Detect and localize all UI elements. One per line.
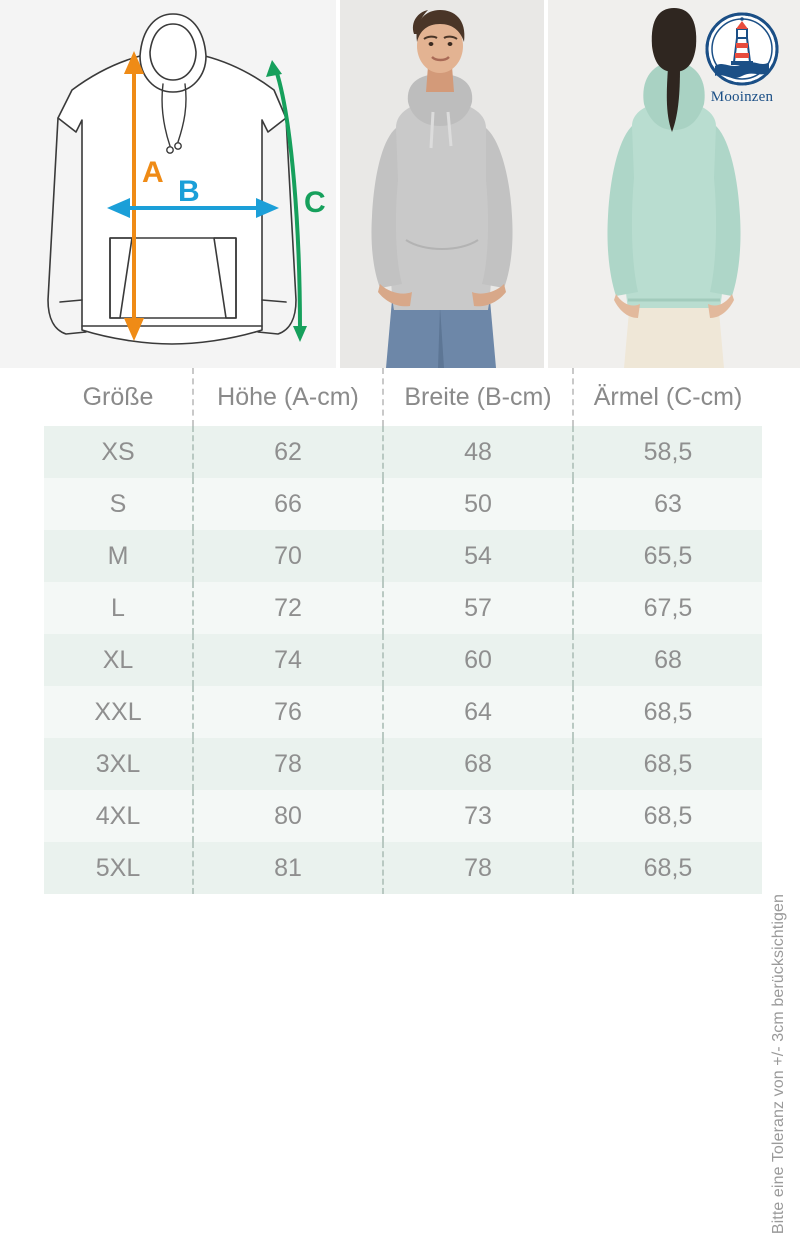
cell-sleeve: 68,5 — [573, 738, 762, 790]
cell-height: 81 — [193, 842, 383, 894]
image-strip — [0, 0, 800, 368]
table-row — [44, 426, 762, 478]
cell-size: 4XL — [44, 790, 193, 842]
cell-size: 3XL — [44, 738, 193, 790]
lighthouse-icon — [703, 10, 781, 88]
tolerance-note-text: Bitte eine Toleranz von +/- 3cm berücksichtigen — [770, 894, 787, 1234]
cell-height: 74 — [193, 634, 383, 686]
cell-size: XS — [44, 426, 193, 478]
cell-height: 76 — [193, 686, 383, 738]
header-height: Höhe (A-cm) — [193, 368, 383, 426]
size-table — [44, 368, 762, 894]
cell-sleeve: 65,5 — [573, 530, 762, 582]
cell-height: 80 — [193, 790, 383, 842]
table-row — [44, 530, 762, 582]
table-row — [44, 790, 762, 842]
cell-width: 64 — [383, 686, 573, 738]
tolerance-note — [756, 368, 798, 1234]
cell-width: 60 — [383, 634, 573, 686]
cell-sleeve: 67,5 — [573, 582, 762, 634]
cell-width: 50 — [383, 478, 573, 530]
header-width: Breite (B-cm) — [383, 368, 573, 426]
cell-width: 54 — [383, 530, 573, 582]
table-header-row — [44, 368, 762, 426]
cell-sleeve: 68 — [573, 634, 762, 686]
size-table-body — [44, 426, 762, 894]
cell-size: S — [44, 478, 193, 530]
size-table-wrapper — [44, 368, 756, 900]
table-row — [44, 634, 762, 686]
table-row — [44, 738, 762, 790]
cell-width: 68 — [383, 738, 573, 790]
cell-size: M — [44, 530, 193, 582]
table-row — [44, 686, 762, 738]
hoodie-front-photo — [340, 0, 544, 368]
cell-height: 62 — [193, 426, 383, 478]
cell-width: 48 — [383, 426, 573, 478]
header-sleeve: Ärmel (C-cm) — [573, 368, 762, 426]
table-row — [44, 842, 762, 894]
cell-size: XXL — [44, 686, 193, 738]
cell-size: 5XL — [44, 842, 193, 894]
table-row — [44, 582, 762, 634]
brand-name: Mooinzen — [710, 89, 774, 105]
svg-text:A: A — [142, 156, 164, 189]
cell-height: 70 — [193, 530, 383, 582]
header-size: Größe — [44, 368, 193, 426]
cell-height: 72 — [193, 582, 383, 634]
size-table-head — [44, 368, 762, 426]
cell-sleeve: 63 — [573, 478, 762, 530]
brand-logo — [690, 10, 794, 114]
cell-sleeve: 68,5 — [573, 842, 762, 894]
cell-size: L — [44, 582, 193, 634]
cell-sleeve: 58,5 — [573, 426, 762, 478]
svg-text:C: C — [304, 186, 326, 219]
cell-size: XL — [44, 634, 193, 686]
cell-sleeve: 68,5 — [573, 686, 762, 738]
cell-width: 78 — [383, 842, 573, 894]
hoodie-technical-sketch — [0, 0, 336, 368]
table-row — [44, 478, 762, 530]
cell-sleeve: 68,5 — [573, 790, 762, 842]
cell-width: 73 — [383, 790, 573, 842]
cell-height: 66 — [193, 478, 383, 530]
svg-text:B: B — [178, 175, 200, 208]
cell-height: 78 — [193, 738, 383, 790]
cell-width: 57 — [383, 582, 573, 634]
